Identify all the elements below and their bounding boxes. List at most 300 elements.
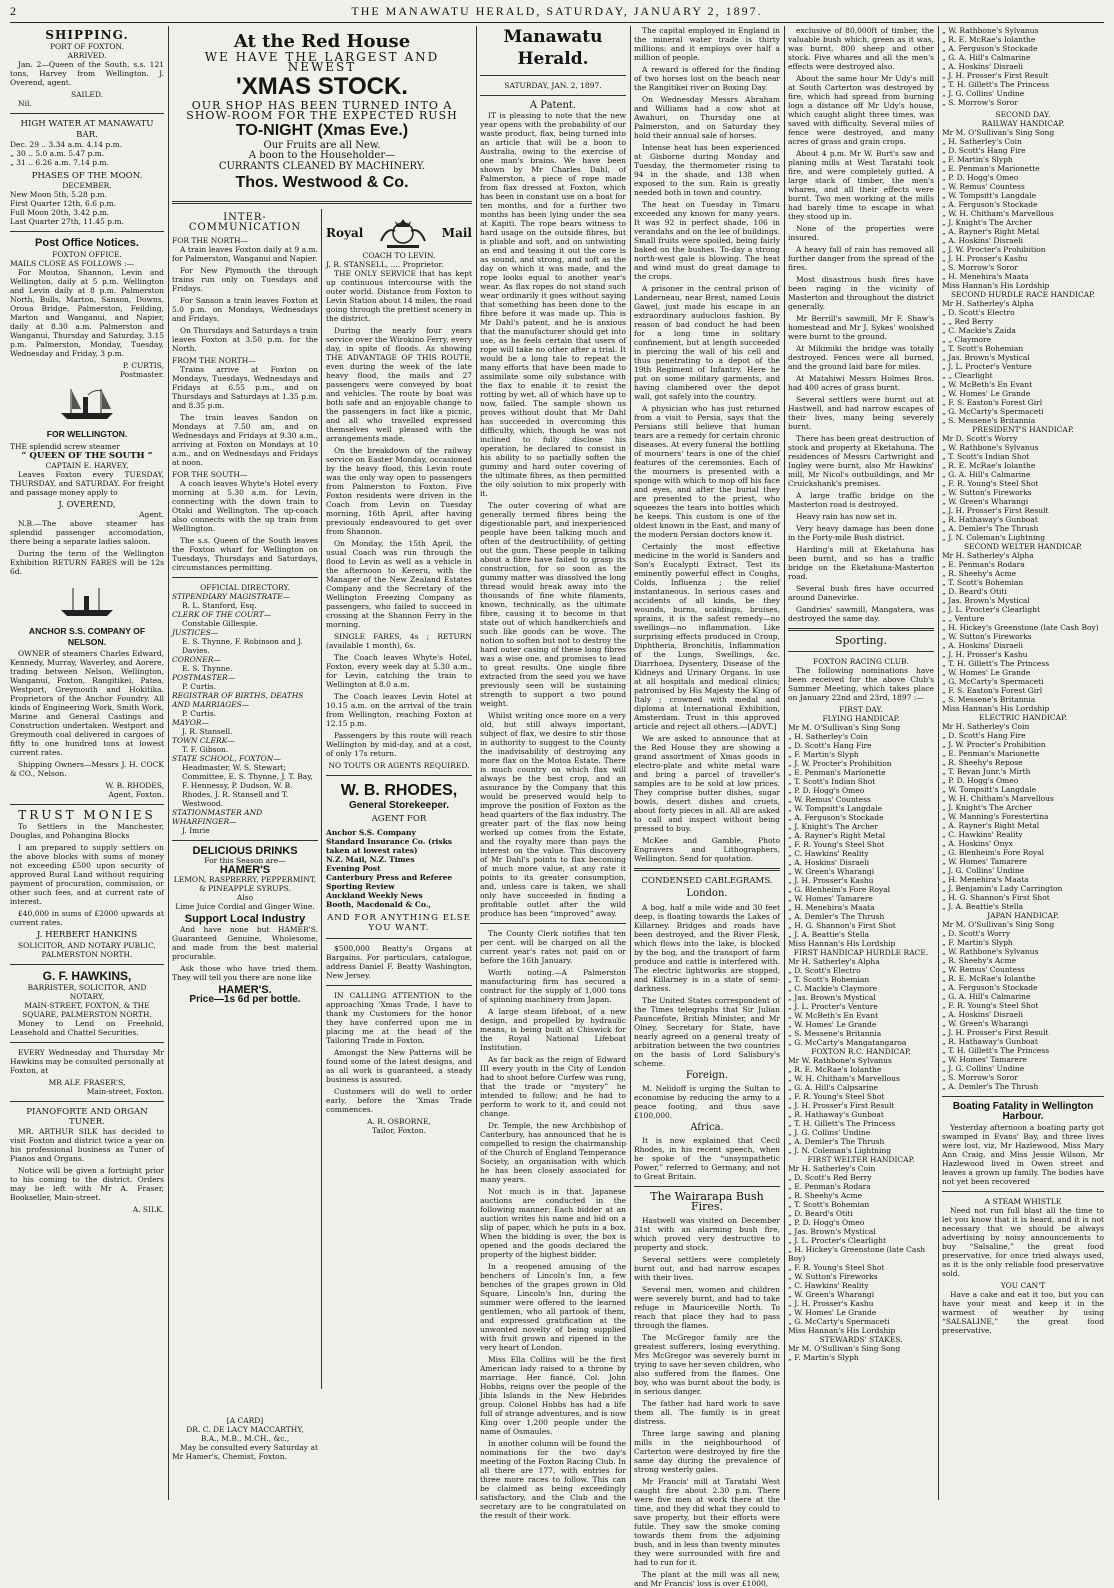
hurdle-list bbox=[788, 957, 934, 1047]
rhodes-agency-item: Auckland Weekly News bbox=[326, 890, 423, 900]
local-note: In another column will be found the nominations for the two day's meeting of the Foxton Racing Club. In all there are 177, with entries for three more races to follow. This can be claimed as being exceedingly satisfactory, and the Club and the secretary are to be congratulated on the result of their work. bbox=[480, 1439, 626, 1521]
nomination: „ F. R. Young's Steel Shot bbox=[942, 479, 1039, 488]
nomination: „ J. H. Prosser's First Result bbox=[788, 1101, 895, 1111]
nomination: „ R. E. McRae's Iolanthe bbox=[788, 1065, 882, 1075]
column-4 bbox=[634, 26, 780, 1588]
nomination: „ A. Hoskins' Disraeli bbox=[942, 1010, 1023, 1019]
nomination: „ R. Hathaway's Gunboat bbox=[788, 1110, 884, 1120]
local-note: In a reopened amusing of the benchers of Lincoln's Inn, a few benches of the grapes grown in Old Square, Lincoln's Inn, during the summer were offered to the learned gentlemen, who all partook of them, and expressed gratification at the unwonted novelty of being supplied with fruit grown and ripened in the very heart of London. bbox=[480, 1262, 626, 1353]
royal-crest-icon bbox=[373, 215, 433, 251]
nomination: „ T. Scott's Bohemian bbox=[788, 1200, 870, 1210]
column-5 bbox=[788, 26, 934, 1500]
rhodes-agency-item: Sporting Review bbox=[326, 881, 395, 891]
nomination: „ G. McCarty's Mangatangaroa bbox=[788, 1038, 907, 1048]
nomination: „ J. N. Coleman's Lightning bbox=[788, 1146, 891, 1156]
nomination: „ J. Knight's The Archer bbox=[788, 822, 878, 832]
nomination: „ W. Sutton's Fireworks bbox=[788, 1272, 878, 1282]
directory-office: STIPENDIARY MAGISTRATE— bbox=[172, 591, 291, 601]
nomination: Mr M. O'Sullivan's Sing Song bbox=[788, 1344, 901, 1354]
rhodes-agency-item: Evening Post bbox=[326, 863, 381, 873]
editorial-paragraph: Whilst writing once more on a very old, but still always important, subject of flax, we desire to stir those in authority to suggest to the County the inadvisability of destroying any more flax on the Motoa Estate. There is much country on which flax will always be the best crop, and an assurance by the Company that this would be preserved would help to improve the position of Foxton as the head quarters of the flax industry. The greater part of the flax now being worked up comes from the Estate, and the royalty more than pays the interest on the value. This discovery of Mr Dahl's points to flax becoming of much more value, at any rate it points to its greater consumption, and, unless care is taken, we shall only have succeeded in finding a profitable outlet after the wild produce has been “improved” away. bbox=[480, 711, 626, 919]
cant-title: YOU CAN'T bbox=[1000, 1280, 1046, 1290]
nomination: „ „ Clearlight bbox=[942, 371, 993, 380]
nomination: „ W. McBeth's En Evant bbox=[942, 380, 1033, 389]
masthead-rule bbox=[10, 22, 1104, 23]
nomination: „ W. Tompsitt's Langdale bbox=[942, 191, 1037, 200]
nomination: „ W. Homes' Le Grande bbox=[942, 668, 1031, 677]
nomination: „ W. Homes' Le Grande bbox=[788, 1020, 877, 1030]
nomination: Miss Hannan's His Lordship bbox=[942, 704, 1050, 713]
directory-office: CLERK OF THE COURT— bbox=[172, 609, 272, 619]
nomination: „ W. Green's Wharangi bbox=[788, 1290, 875, 1300]
nomination: „ D. Scott's Worry bbox=[942, 929, 1011, 938]
nomination: „ R. Sheehy's Acme bbox=[788, 1191, 863, 1201]
nomination: „ H. G. Shannon's First Shot bbox=[942, 893, 1050, 902]
nomination: „ J. L. Procter's Clearlight bbox=[942, 605, 1040, 614]
nomination: „ T. Scott's Indian Shot bbox=[788, 777, 876, 787]
nomination: „ W. Homes' Tamarere bbox=[788, 894, 873, 904]
nomination: „ A. Hoskins' Disraeli bbox=[942, 236, 1023, 245]
masthead bbox=[0, 4, 1114, 19]
nomination: „ „ Claymore bbox=[942, 335, 992, 344]
hawkins-text: Money to Lend on Freehold, Leasehold and Chattel Securities. bbox=[10, 1018, 164, 1037]
nomination: „ G. A. Hill's Calpsarine bbox=[788, 1083, 878, 1093]
editorial-paragraph: IT is pleasing to note that the new year opens with the probability of our waste product, flax, being turned into an article that will be a boon to Australia, owing to the exercise of one man's brains. We have been shown by Mr Charles Dahl, of Palmerston, a piece of rope made from flax dressed at Foxton, which has been in constant use on a boat for ten months, and for a further two months has been lying under the sea at Kapiti. The rope bears witness to hard usage on the outside fibres, but is pliable and soft, and on untwisting an end and teasing it out the core is as sound, and strong, and soft as the day on which it was made, and the rope looks equal to another year's wear. As flax ropes do not stand such wear ordinarily it goes without saying that something has been done to the fibre before it was made up. This is Mr Dahl's patent, and he is anxious that the manufacturer should get into use, as he feels certain that users of rope will take no other after a trial. It would be a long tale to repeat the many efforts that have been made to assimilate some oily substance with the flax to enable it to resist the rotting by wet, all of which have up to now, failed. The sample shown us proves without doubt that Mr Dahl has succeeded in overcoming this difficulty, which, though he was not inclined to fully disclose his operation, he declared to consist in his ability to so partially soften the gummy and hard outer covering of the ultimate fibres, as then permitted the oily solution to mix properly with it. bbox=[480, 111, 626, 499]
local-paragraph: A reward is offered for the finding of two horses lost on the beach near the Rangitikei river on Boxing Day. bbox=[634, 65, 780, 92]
moon-month: DECEMBER. bbox=[62, 181, 112, 191]
post-text: For Moutoa, Shannon, Levin and Wellington, daily at 5 p.m. Wellington and Levin daily at 8 p.m. Palmerston North, Bulls, Marton, Sanson, Downs, Oroua Bridge, Palmerston, Feilding, Marton and Wanganui, and Napier, daily at 8.30 a.m. Palmerston and Wanganui, Thursday and Saturday, 3.15 p.m. Palmerston, Monday, Tuesday, Wednesday and Friday, 3 p.m. bbox=[10, 268, 164, 359]
editorial-paragraph: The outer covering of what are generally termed fibres being the digestionable part, and inexperienced people have been talking much and often of the destructibility, of getting out the gum. These people in talking about a fibre have failed to grasp its construction, for so soon as the gummy matter was dissolved the long thread would break away into the thousands of fine white filaments, known, technically, as the ultimate fibre, causing it to become in that state out of which handkerchiefs and such like goods can be wove. The notion to soften but not to destroy the hard outer casing of these long fibres was a wise one, and promises to lead to great results. One single fibre extracted from the seed you we have previously seen will be sustaining strength to support a two pound weight. bbox=[480, 501, 626, 709]
editorial-date: SATURDAY, JAN. 2, 1897. bbox=[504, 81, 602, 90]
president-list bbox=[942, 434, 1104, 542]
nomination: „ D. Beard's Otiti bbox=[942, 587, 1007, 596]
stewards-list-continued bbox=[942, 26, 1104, 107]
nomination: „ H. Hickey's Greenstone (late Cash Boy) bbox=[942, 623, 1099, 632]
anchor-owners: Shipping Owners—Messrs J. H. COCK & CO., Nelson. bbox=[10, 759, 164, 778]
fires-paragraph: Harding's mill at Eketahuna has been burnt, and so has a traffic bridge on the Eketahuna-Masterton road. bbox=[788, 545, 934, 581]
fires-paragraph: A large traffic bridge on the Masterton road is destroyed. bbox=[788, 491, 934, 509]
nomination: „ E. Penman's Marionette bbox=[942, 749, 1040, 758]
red-house-line: CURRANTS CLEANED BY MACHINERY. bbox=[218, 160, 426, 172]
nomination: „ J. H. Prosser's Kashu bbox=[942, 254, 1028, 263]
nomination: Mr H. Satherley's Coin bbox=[942, 722, 1030, 731]
hawkins-address: MAIN-STREET, FOXTON, & THE SQUARE, PALMERSTON NORTH. bbox=[22, 1000, 152, 1019]
nomination: „ W. Tompsitt's Langdale bbox=[788, 804, 883, 814]
local-note: As far back as the reign of Edward III every youth in the City of London had to shoot before Curfew was rung, that the trade or “mystery” he intended to follow; and he had to perform to work to it, and could not change. bbox=[480, 1055, 626, 1119]
london-text: The United States correspondent of the Times telegraphs that Sir Julian Pauncefote, British Minister, and Mr Olney, Secretary for State, have nearly agreed on a general treaty of arbitration between the two countries on the basis of Lord Salisbury's scheme. bbox=[634, 995, 780, 1068]
boating-text: Yesterday afternoon a boating party got swamped in Evans' Bay, and three lives were lost, viz, Mr Hazlewood, Miss Mary Ann Craig, and Miss Jessie Wilson. Mr Hazlewood lived in Owen street and leaves a grown up family. The bodies have not yet been recovered bbox=[942, 1122, 1104, 1186]
africa-heading: Africa. bbox=[690, 1121, 724, 1133]
shipping-title: SHIPPING. bbox=[45, 28, 129, 42]
fires-body bbox=[634, 1216, 780, 1588]
moon-row: Full Moon 20th, 3.42 p.m. bbox=[10, 208, 110, 218]
nomination: „ J. H. Prosser's Kashu bbox=[788, 876, 874, 886]
nomination: „ W. Green's Wharangi bbox=[942, 497, 1029, 506]
drinks-line: LEMON, RASPBERRY, PEPPERMINT, & PINEAPPLE SYRUPS. bbox=[173, 875, 317, 894]
nomination: „ A. Demler's The Thrush bbox=[942, 524, 1039, 533]
fires-paragraph: Heavy rain has now set in. bbox=[796, 512, 897, 521]
anchor-agent: W. B. RHODES, bbox=[105, 780, 164, 790]
post-title: Post Office Notices. bbox=[35, 237, 139, 250]
directory-office: MAYOR— bbox=[172, 717, 210, 727]
rhodes-agency-item: Anchor S.S. Company bbox=[326, 827, 416, 837]
nomination: „ T. H. Gillett's The Princess bbox=[942, 80, 1050, 89]
africa-text: It is now explained that Cecil Rhodes, in his recent speech, when he spoke of the “unsympathetic Power,” referred to Germany, and not to Great Britain. bbox=[634, 1136, 780, 1182]
wellington-text: Leaves Foxton every TUESDAY, THURSDAY, and SATURDAY. For freight and passage money apply to bbox=[10, 470, 164, 498]
inter-text: On Thursdays and Saturdays a train leaves Foxton at 3.50 p.m. for the North. bbox=[172, 325, 318, 353]
nomination: „ W. Green's Wharangi bbox=[788, 867, 875, 877]
tide-table bbox=[10, 140, 164, 167]
nomination: „ W. H. Chitham's Marvellous bbox=[788, 1074, 900, 1084]
nomination: Mr H. Satherley's Alpha bbox=[942, 551, 1034, 560]
second-hurdle-heading: SECOND HURDLE RACE HANDICAP. bbox=[950, 290, 1096, 299]
nomination: „ J. G. Collins' Undine bbox=[942, 866, 1025, 875]
nomination: „ J. L. Procter's Venture bbox=[942, 362, 1032, 371]
inter-text: The train leaves Sandon on Mondays at 7.50 am, and on Wednesdays and Fridays at 9.30 a.m., arriving at Foxton on Mondays at 10 a.m., and on Wednesdays and Fridays at noon. bbox=[172, 412, 318, 467]
nomination: „ F. S. Easton's Forest Girl bbox=[942, 686, 1043, 695]
fires-paragraph: None of the properties were insured. bbox=[788, 224, 934, 242]
flying-handicap-list bbox=[788, 723, 934, 948]
trust-text2: I am prepared to supply settlers on the above blocks with sums of money not exceeding £500 upon security of approved Rural Land without requiring payment of procuration, commission, or other such fees, and at current rate of interest. bbox=[10, 843, 164, 907]
fires-paragraph: The McGregor family are the greatest sufferers, losing everything. Mrs McGregor was severely burnt in trying to save her seven children, who also suffered from the flames. One boy, who was burnt about the body, is in serious danger. bbox=[634, 1332, 780, 1396]
nomination: Mr M. O'Sullivan's Sing Song bbox=[788, 723, 901, 733]
fires-paragraph: Mr Francis' mill at Taratahi West caught fire about 2.30 p.m. There were five men at work there at the time, and they did what they could to save property, but their efforts were futile. They saw the smoke coming towards them from the adjoining bush, and in less than twenty minutes they were surrounded with fire and had to run for it. bbox=[634, 1476, 780, 1567]
nomination: „ T. H. Gillett's The Princess bbox=[942, 1046, 1050, 1055]
nomination: „ T. Scott's Bohemian bbox=[942, 344, 1024, 353]
nomination: „ H. Menehira's Maata bbox=[942, 875, 1029, 884]
nomination: „ R. E. McRae's Iolanthe bbox=[942, 461, 1036, 470]
card-name: DR. C. DE LACY MACCARTHY, bbox=[186, 1425, 304, 1434]
every-office: MR ALF. FRASER'S, bbox=[48, 1077, 126, 1087]
nomination: „ J. G. Collins' Undine bbox=[942, 1064, 1025, 1073]
royal-mail-header bbox=[326, 215, 472, 251]
whistle-title: A STEAM WHISTLE bbox=[984, 1196, 1062, 1206]
nomination: „ A. Hoskins' Disraeli bbox=[788, 858, 869, 868]
directory-office: POSTMASTER— bbox=[172, 672, 236, 682]
osborne-text: Customers will do well to order early, before the 'Xmas Trade commences. bbox=[326, 1087, 472, 1115]
nomination: Mr M. O'Sullivan's Sing Song bbox=[942, 920, 1055, 929]
fires-paragraph: Several settlers were completely burnt out, and had narrow escapes with their lives. bbox=[634, 1254, 780, 1282]
directory-list bbox=[172, 592, 318, 835]
nomination: „ J. L. Procter's Clearlight bbox=[788, 1236, 886, 1246]
racing-club: FOXTON RACING CLUB. bbox=[813, 657, 909, 667]
nomination: „ R. Hathaway's Gunboat bbox=[942, 1037, 1038, 1046]
nomination: „ H. Menehira's Maata bbox=[942, 272, 1029, 281]
nomination: „ A. Demler's The Thrush bbox=[788, 1137, 885, 1147]
nomination: „ F. R. Young's Steel Shot bbox=[942, 1001, 1039, 1010]
nomination: „ P. D. Hogg's Omeo bbox=[942, 173, 1019, 182]
column-divider bbox=[321, 209, 322, 1389]
drinks-text: And have none but HAMER'S. Guaranteed Genuine, Wholesome, and made from the best material procurable. bbox=[172, 924, 318, 961]
trust-text1: To Settlers in the Manchester, Douglas, and Pohangina Blocks bbox=[10, 822, 164, 841]
nomination: „ H. Hickey's Greenstone (late Cash Boy) bbox=[788, 1245, 926, 1264]
nomination: Miss Hannan's His Lordship bbox=[942, 281, 1050, 290]
royal-text: The Coach leaves Levin Hotel at 10.15 a.m. on the arrival of the train from Wellington, reaching Foxton at 12.15 p.m. bbox=[326, 692, 472, 729]
sailed-heading: SAILED. bbox=[70, 90, 104, 100]
nomination: „ W. Homes' Le Grande bbox=[942, 389, 1031, 398]
royal-fares: SINGLE FARES, 4s ; RETURN (available 1 month), 6s. bbox=[326, 632, 472, 651]
nomination: „ J. W. Procter's Prohibition bbox=[942, 740, 1046, 749]
nomination: „ R. E. McRae's Iolanthe bbox=[942, 974, 1036, 983]
piano-title: PIANOFORTE AND ORGAN TUNER. bbox=[26, 1106, 148, 1128]
inter-text: For Sanson a train leaves Foxton at 5.0 p.m. on Mondays, Wednesdays and Fridays. bbox=[172, 295, 318, 323]
nomination: „ W. Sutton's Fireworks bbox=[942, 488, 1032, 497]
fires-paragraph: Several bush fires have occurred around Danevirke. bbox=[788, 584, 934, 602]
nomination: „ R. Sheehy's Acme bbox=[942, 569, 1017, 578]
mail-word: Mail bbox=[441, 225, 472, 240]
nomination: „ T. Scott's Bohemian bbox=[788, 975, 870, 985]
electric-heading: ELECTRIC HANDICAP. bbox=[979, 713, 1067, 722]
fires-paragraph: There has been great destruction of stock and property at Eketahuna. The residences of Messrs Cartwright and Ingley were burnt, also Mr Hawkins' mill, Mr Nicol's outbuildings, and Mr Cruickshank's premises. bbox=[788, 434, 934, 488]
nomination: „ W. Rathbone's Sylvanus bbox=[942, 443, 1039, 452]
every-office-line: Main-street, Foxton. bbox=[86, 1086, 164, 1096]
card-text: May be consulted every Saturday at Mr Hamer's, Chemist, Foxton. bbox=[172, 1443, 318, 1461]
newspaper-title: Manawatu Herald. bbox=[503, 27, 603, 69]
nomination: „ A. Hoskins' Disraeli bbox=[942, 641, 1023, 650]
royal-sub: COACH TO LEVIN. bbox=[362, 251, 436, 261]
nomination: „ S. Messene's Britannia bbox=[942, 695, 1036, 704]
editorial-title: A Patent. bbox=[529, 100, 577, 111]
royal-text: During the nearly four years service over the Wirokino Ferry, every day, in spite of floods. As showing THE ADVANTAGE OF THIS ROUTE, even during the week of the late heavy flood, the mails and 27 passengers were conveyed by boat and vehicles. The route by boat was both safe and an enjoyable change to the passengers in fact like a picnic, and all who travelled expressed themselves well pleased with the arrangements made. bbox=[326, 326, 472, 444]
drinks-also: Also bbox=[236, 893, 254, 903]
nomination: „ A. Demler's The Thrush bbox=[942, 1082, 1039, 1091]
nomination: „ A. Rayner's Right Metal bbox=[942, 821, 1040, 830]
directory-holder: Headmaster, W. S. Stewart; Committee, E. S. Thynne, J. T. Bay, F. Hennessy, P. Dudson, W. B. Rhodes, J. R. Stansell and T. Westwood. bbox=[182, 762, 313, 808]
nomination: „ W. Rathbone's Sylvanus bbox=[942, 26, 1039, 35]
fires-continued bbox=[788, 26, 934, 623]
card-label: [A CARD] bbox=[226, 1416, 264, 1425]
nomination: „ F. Martin's Slyph bbox=[788, 1353, 859, 1363]
directory-title: OFFICIAL DIRECTORY. bbox=[200, 582, 290, 592]
masthead-title: THE MANAWATU HERALD, SATURDAY, JANUARY 2, 1897. bbox=[351, 4, 763, 18]
nomination: „ A. Ferguson's Stockade bbox=[942, 44, 1038, 53]
rhodes-anything: AND FOR ANYTHING ELSE YOU WANT. bbox=[327, 912, 471, 933]
inter-north: FOR THE NORTH— bbox=[172, 235, 249, 245]
local-paragraph: We are asked to announce that at the Red House they are showing a grand assortment of Xmas goods in electro-plate and white metal ware and bring a parcel of traveller's samples are to be sold at low prices. They comprise butter dishes, sugar bowls, desert dishes and cruets, about forty pieces in all. All are asked to call and inspect without being pressed to buy. bbox=[634, 734, 780, 833]
tide-row: Dec. 29 .. 3.34 a.m. 4.14 p.m. bbox=[10, 139, 123, 149]
nomination: „ J. Benjamin's Lady Carrington bbox=[942, 884, 1063, 893]
local-paragraph: A physician who has just returned from a visit to Persia, says that the Persians still believe that human tears are a remedy for certain chronic diseases. At every funeral the bottling of mourners' tears is one of the chief features of the ceremonies. Each of the mourners is presented with a sponge with which to mop off his face and eyes, and after the burial they are presented to the priest, who squeezes the tears into bottles which he keeps. This custom is one of the oldest known in the East, and many of the modern Persian doctors know it. bbox=[634, 404, 780, 539]
steamship-icon bbox=[57, 383, 117, 423]
hawkins-name: G. F. HAWKINS, bbox=[42, 968, 132, 983]
nomination: Mr W. Rathbone's Sylvanus bbox=[788, 1056, 892, 1066]
nomination: „ S. Morrow's Soror bbox=[942, 1073, 1018, 1082]
fires-paragraph: About the same hour Mr Udy's mill at South Carterton was destroyed by fire, which had spread from burning logs a distance off Mr Udy's house, which caught alight three times, was saved with difficulty. Several miles of fence were destroyed, and many acres of grass and grain crops. bbox=[788, 74, 934, 146]
trust-title: TRUST MONIES bbox=[18, 807, 156, 822]
nomination: „ W. Rathbone's Sylvanus bbox=[942, 947, 1039, 956]
nomination: „ P. D. Hogg's Omeo bbox=[788, 786, 865, 796]
moon-title: PHASES OF THE MOON. bbox=[31, 170, 143, 181]
royal-text: On the breakdown of the railway service on Easter Monday, occasioned by the heavy flood, this Levin route was the only way open to passengers from Palmerston to Foxton. Five Foxton residents were driven in the Coach from Levin on Tuesday morning, 16th April, after having previously endeavoured to get over from Shannon. bbox=[326, 446, 472, 537]
wellington-title: FOR WELLINGTON. bbox=[46, 429, 128, 440]
nomination: „ R. E. McRae's Iolanthe bbox=[942, 35, 1036, 44]
column-2-right bbox=[326, 209, 472, 1135]
red-house-title: At the Red House bbox=[233, 31, 411, 52]
fires-paragraph: A heavy fall of rain has removed all further danger from the spread of the fires. bbox=[788, 245, 934, 272]
inter-text: A coach leaves Whyte's Hotel every morning at 5.30 a.m. for Levin, connecting with the down train to Otaki and Wellington. The up-coach also connects with the up train from Wellington. bbox=[172, 478, 318, 533]
nomination: „ G. A. Hill's Calmarine bbox=[942, 992, 1031, 1001]
nomination: Miss Hannan's His Lordship bbox=[788, 1326, 896, 1336]
drinks-text: Ask those who have tried them. They will tell you there are none like bbox=[172, 963, 318, 982]
nomination: „ W. Remus' Countess bbox=[942, 965, 1025, 974]
directory-office: REGISTRAR OF BIRTHS, DEATHS AND MARRIAGES— bbox=[172, 690, 304, 709]
sailed-text: Nil. bbox=[18, 99, 32, 109]
inter-text: For New Plymouth the through trains run only on Tuesdays and Fridays. bbox=[172, 265, 318, 293]
trust-role: SOLICITOR, AND NOTARY PUBLIC, bbox=[18, 940, 156, 950]
directory-office: CORONER— bbox=[172, 654, 221, 664]
trust-name: J. HERBERT HANKINS bbox=[36, 930, 138, 941]
nomination: „ D. Scott's Electro bbox=[788, 966, 861, 976]
moon-row: Last Quarter 27th, 11.45 p.m. bbox=[10, 217, 124, 227]
london-heading: London. bbox=[686, 888, 728, 900]
rhodes-agency-item: Booth, Macdonald & Co., bbox=[326, 899, 431, 909]
directory-office: JUSTICES— bbox=[172, 627, 219, 637]
first-day: FIRST DAY. bbox=[839, 705, 883, 715]
nomination: „ W. McBeth's En Evant bbox=[788, 1011, 879, 1021]
directory-holder: E. S. Thynne. bbox=[182, 663, 233, 673]
nomination: Miss Hannan's His Lordship bbox=[788, 939, 896, 949]
sporting-title: Sporting. bbox=[834, 634, 888, 647]
inter-text: The s.s. Queen of the South leaves the Foxton wharf for Wellington on Tuesdays, Thursdays and Saturdays, circumstances permitting. bbox=[172, 535, 318, 572]
rhodes-agency-item: Standard Insurance Co. (risks taken at lowest rates) bbox=[326, 836, 453, 855]
red-house-line: WE HAVE THE LARGEST AND NEWEST bbox=[204, 50, 440, 75]
nomination: „ W. Manning's Forestertina bbox=[942, 812, 1049, 821]
nomination: Mr D. Scott's Worry bbox=[942, 434, 1018, 443]
column-3 bbox=[480, 26, 626, 1521]
stewards-heading: STEWARDS' STAKES. bbox=[819, 1335, 903, 1345]
directory-holder: J. Imrie bbox=[182, 825, 210, 835]
japan-heading: JAPAN HANDICAP. bbox=[987, 911, 1059, 920]
red-house-line: A boon to the Householder— bbox=[248, 150, 396, 162]
column-divider bbox=[168, 26, 169, 1500]
nomination: „ A. Ferguson's Stockade bbox=[942, 200, 1038, 209]
nomination: „ J. Knight's The Archer bbox=[942, 218, 1032, 227]
nomination: „ J. H. Prosser's Kashu bbox=[788, 1299, 874, 1309]
nomination: „ D. Scott's Hang Fire bbox=[942, 146, 1026, 155]
local-notes bbox=[480, 929, 626, 1520]
nomination: „ F. R. Young's Steel Shot bbox=[788, 1092, 885, 1102]
fires-paragraph: Mr Berrill's sawmill, Mr F. Shaw's homestead and Mr J. Sykes' woolshed were burnt to the ground. bbox=[788, 314, 934, 341]
every-text: EVERY Wednesday and Thursday Mr Hawkins may be consulted personally at Foxton, at bbox=[10, 1047, 164, 1075]
inter-from-north: FROM THE NORTH— bbox=[172, 355, 256, 365]
red-house-tonight: TO-NIGHT (Xmas Eve.) bbox=[235, 122, 409, 140]
wellington-note: N.B.—The above steamer has splendid passenger accomodation, there being a separate ladies saloon. bbox=[10, 519, 164, 547]
cables-title: CONDENSED CABLEGRAMS. bbox=[641, 876, 773, 886]
nomination: „ F. Martin's Slyph bbox=[788, 750, 859, 760]
royal-text: THE ONLY SERVICE that has kept up continuous intercourse with the outer world. Distance from Foxton to Levin Station about 14 miles, the road going through the prettiest scenery in the district. bbox=[326, 269, 472, 324]
nomination: „ R. Sheehy's Acme bbox=[942, 956, 1017, 965]
nomination: „ G. A. Hill's Calmarine bbox=[942, 470, 1031, 479]
nomination: „ J. A. Beattie's Stella bbox=[788, 930, 870, 940]
rhodes-agency-list bbox=[326, 828, 472, 909]
fires-title: The Wairarapa Bush Fires. bbox=[650, 1190, 764, 1214]
nomination: „ F. R. Young's Steel Shot bbox=[788, 1263, 885, 1273]
wellington-ship: “ QUEEN OF THE SOUTH ” bbox=[21, 450, 153, 461]
stewards-list bbox=[788, 1344, 934, 1362]
beatty-text: $500,000 Beatty's Organs at Bargains. For particulars, catalogue, address Daniel F. Beatty Washington, New Jersey. bbox=[326, 944, 472, 981]
drinks-title: DELICIOUS DRINKS bbox=[192, 844, 298, 857]
nomination: „ W. Remus' Countess bbox=[788, 795, 871, 805]
editorial-body bbox=[480, 111, 626, 918]
nomination: „ Jas. Brown's Mystical bbox=[788, 1227, 876, 1237]
nomination: „ W. Homes' Tamarere bbox=[942, 1055, 1027, 1064]
nomination: Mr M. O'Sullivan's Sing Song bbox=[942, 128, 1055, 137]
welter-heading: FIRST WELTER HANDICAP. bbox=[807, 1155, 915, 1165]
red-house-firm: Thos. Westwood & Co. bbox=[235, 174, 409, 192]
local-paragraph: Certainly the most effective medicine in the world is Sanders and Son's Eucalypti Extract. Test its eminently powerful effect in Coughs, Colds, Influenza ; the relief instantaneous. In serious cases and accidents of all kinds, be they wounds, burns, scaldings, bruises, sprains, it is the safest remedy—no swellings—no inflammation. Like surprising effects produced in Croup, Diphtheria, Bronchitis, Inflammation of the Lungs, Swellings, &c. Diarrhoea, Dysentery, Disease of the Kidneys and Urinary Organs. In use at all hospitals and medical clinics; patronised by His Majesty the King of Italy ; crowned with medal and diploma at International Exhibition, Amsterdam. Trust in this approved article and reject all others.—[ADVT.] bbox=[634, 542, 780, 731]
nomination: „ E. Penman's Rodara bbox=[788, 1182, 871, 1192]
wellington-line: THE splendid screw steamer bbox=[10, 441, 120, 451]
red-house-line: OUR SHOP HAS BEEN TURNED INTO A bbox=[191, 98, 453, 112]
royal-text: The Coach leaves Whyte's Hotel, Foxton, every week day at 5.30 a.m., for Levin, catching the train to Wellington at 8.0 a.m. bbox=[326, 653, 472, 690]
fires-paragraph: Hastwell was visited on December 31st with an alarming bush fire, which proved very destructive to property and stock. bbox=[634, 1215, 780, 1252]
column-6 bbox=[942, 26, 1104, 1500]
local-paragraph: The capital employed in England in the mineral water trade is thirty millions: and it employs over half a million of people. bbox=[634, 26, 780, 62]
inter-text: A train leaves Foxton daily at 9 a.m. for Palmerston, Wanganui and Napier. bbox=[172, 244, 318, 263]
nomination: „ S. Morrow's Soror bbox=[942, 98, 1018, 107]
nomination: „ A. Hoskins' Disraeli bbox=[942, 62, 1023, 71]
nomination: „ D. Beard's Otiti bbox=[788, 1209, 853, 1219]
piano-text: MR. ARTHUR SILK has decided to visit Foxton and district twice a year on his professional business as Tuner of Pianos and Organs. bbox=[10, 1127, 164, 1164]
rhodes-sub: General Storekeeper. bbox=[348, 800, 450, 812]
fires-paragraph: At Mikimiki the bridge was totally destroyed. Fences were all burned, and the ground laid bare for miles. bbox=[788, 344, 934, 371]
nomination: „ „ Venture bbox=[942, 614, 985, 623]
directory-holder: P. Curtis. bbox=[182, 681, 217, 691]
local-paragraph: A prisoner in the central prison of Landerneau, near Brest, named Louis Gawel, just made his escape in an extraordinary auduclous fashion. By reason of bad conduct he had been for a long time in solitary confinement, but at length succeeded in piercing the wall of his cell and thus penetrating to a depot of the 19th Regiment of Infantry. Here he put on some military garments, and having clambered over the depot wall, got safely into the country. bbox=[634, 284, 780, 401]
foreign-heading: Foreign. bbox=[685, 1069, 729, 1081]
nomination: „ H. Menehira's Maata bbox=[788, 903, 875, 913]
nomination: „ E. Penman's Rodara bbox=[942, 560, 1025, 569]
fires-paragraph: exclusive of 80,000ft of timber, the valuable bush which, green as it was, was burnt, 800 sheep and other stock. Five whares and all the men's effects were destroyed also. bbox=[788, 26, 934, 71]
nomination: Mr H. Satherley's Alpha bbox=[942, 299, 1034, 308]
directory-holder: E. S. Thynne, F. Robinson and J. Davies. bbox=[182, 636, 303, 655]
piano-text2: Notice will be given a fortnight prior to his coming to the district. Orders may be left with Mr A. Fraser, Bookseller, Main-street. bbox=[10, 1166, 164, 1203]
second-day: SECOND DAY. bbox=[995, 110, 1051, 119]
directory-office: TOWN CLERK— bbox=[172, 735, 235, 745]
nomination: „ J. W. Procter's Prohibition bbox=[942, 245, 1046, 254]
welter-list bbox=[788, 1164, 934, 1335]
directory-holder: J. R. Stansell. bbox=[182, 726, 233, 736]
fires-paragraph: Three large sawing and planing mills in the neighbourhood of Carterton were destroyed by fire the same day during the prevalence of strong westerly gales. bbox=[634, 1428, 780, 1474]
nomination: „ A. Hoskins' Onyx bbox=[942, 839, 1013, 848]
nomination: „ G. Blenheim's Fore Royal bbox=[788, 885, 891, 895]
directory-office: STATE SCHOOL, FOXTON— bbox=[172, 753, 281, 763]
local-note: Dr. Temple, the new Archbishop of Canterbury, has announced that he is compelled to resign the chairmanship of the Church of England Temperance Society, an organisation with which he has been closely associated for many years. bbox=[480, 1121, 626, 1185]
nomination: „ G. A. Hill's Calmarine bbox=[942, 53, 1031, 62]
hurdle-heading: FIRST HANDICAP HURDLE RACE. bbox=[793, 948, 929, 958]
nomination: „ A. Ferguson's Stockade bbox=[942, 983, 1038, 992]
electric-list bbox=[942, 722, 1104, 911]
trust-place: PALMERSTON NORTH. bbox=[41, 949, 133, 959]
wellington-agent-role: Agent. bbox=[139, 510, 164, 520]
railway-heading: RAILWAY HANDICAP. bbox=[981, 119, 1065, 128]
drinks-sub: For this Season are— bbox=[204, 855, 286, 865]
racing-intro: The following nominations have been received for the above Club's Summer Meeting, which takes place on January 22nd and 23rd, 1897 :— bbox=[788, 666, 934, 703]
moon-row: New Moon 5th, 5.28 p.m. bbox=[10, 190, 107, 200]
directory-holder: T. F. Gibson. bbox=[182, 744, 229, 754]
nomination: „ R. Hathaway's Gunboat bbox=[942, 515, 1038, 524]
nomination: „ H. G. Shannon's First Shot bbox=[788, 921, 896, 931]
nomination: „ C. Hawkins' Reality bbox=[942, 830, 1023, 839]
nomination: „ W. H. Chitham's Marvellous bbox=[942, 209, 1054, 218]
fires-paragraph: Most disastrous bush fires have been raging in the vicinity of Masterton and throughout the district generally. bbox=[788, 275, 934, 311]
column-2-left bbox=[172, 209, 318, 1005]
nomination: „ Jas. Brown's Mystical bbox=[942, 596, 1030, 605]
inter-title: INTER-COMMUNICATION bbox=[188, 212, 302, 234]
fires-paragraph: The father had hard work to save them all. The family is in great distress. bbox=[634, 1398, 780, 1426]
nomination: „ S. Messene's Britannia bbox=[788, 1029, 882, 1039]
london-text: A bog, half a mile wide and 30 feet deep, is floating towards the Lakes of Killarney. Bridges and roads have been destroyed, and the River Flesk, which flows into the lake, is blocked by the bog, and the transport of farm produce and cattle is interfered with. The electric lightworks are stopped, and Killarney is in a state of semi-darkness. bbox=[634, 902, 780, 993]
